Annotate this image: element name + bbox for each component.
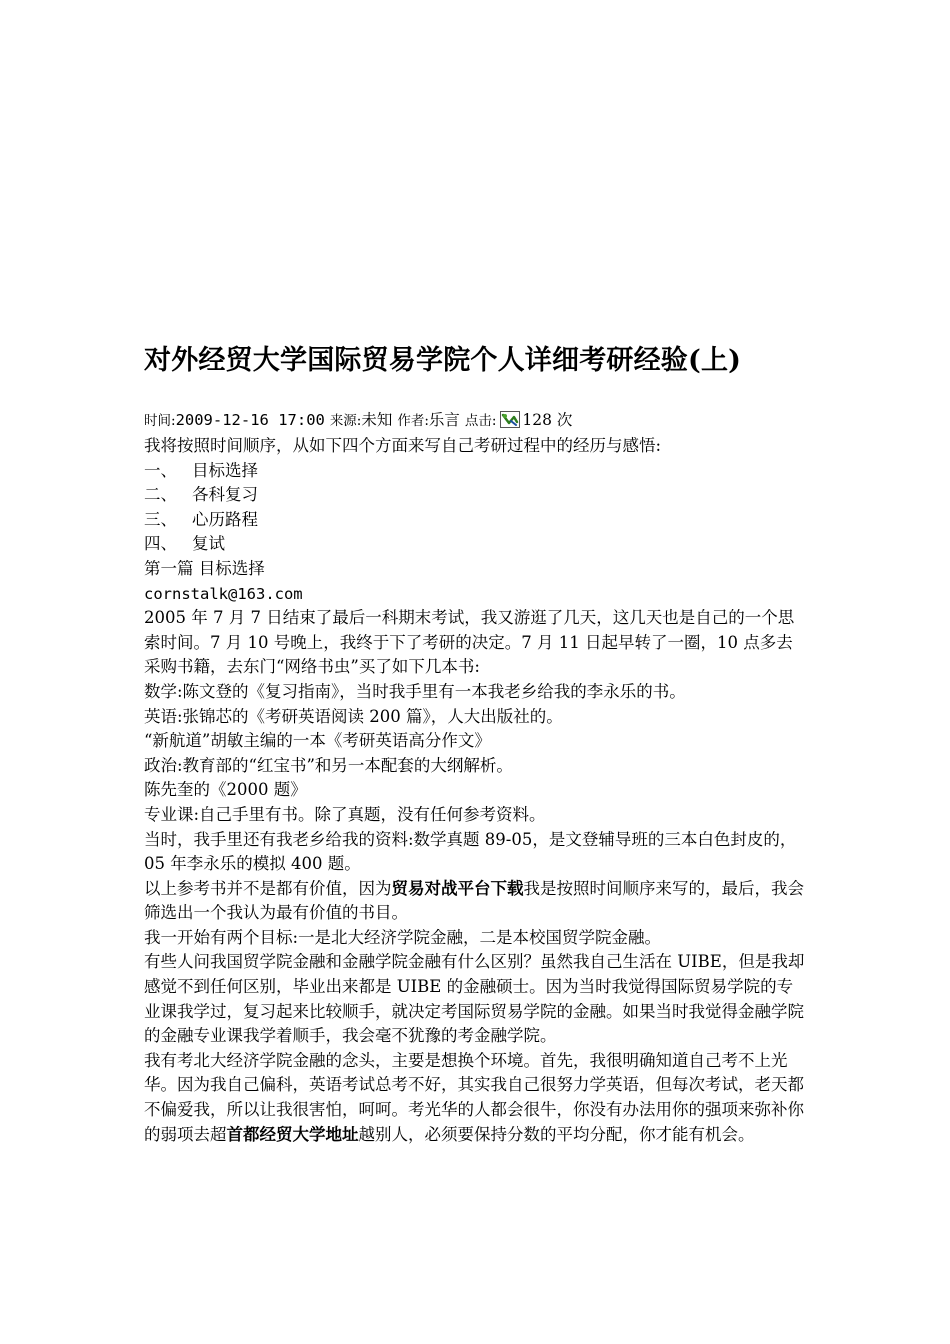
paragraph xyxy=(144,877,806,926)
paragraph: 有些人问我国贸学院金融和金融学院金融有什么区别？虽然我自己生活在 UIBE，但是我却感觉不到任何区别，毕业出来都是 UIBE 的金融硕士。因为当时我觉得国际贸易学院的专业课我学过，复习起来比较顺手，就决定考国际贸易学院的金融。如果当时我觉得金融学院的金融专业课我学着顺手，我会毫不犹豫的考金融学院。 xyxy=(144,952,805,1046)
outline-text: 复试 xyxy=(192,534,225,554)
paragraph: “新航道”胡敏主编的一本《考研英语高分作文》 xyxy=(144,731,491,751)
outline-text: 目标选择 xyxy=(192,460,258,480)
section-title: 第一篇 目标选择 xyxy=(144,558,265,578)
outline-marker: 四、 xyxy=(144,534,177,554)
paragraph-text: 我是按照时间顺序来写的，最后，我会筛选出一个我认为最有价值的书目。 xyxy=(144,878,804,923)
source-label: 来源: xyxy=(329,413,362,429)
university-address-link[interactable]: 首都经贸大学地址 xyxy=(226,1124,359,1144)
outline-item-2 xyxy=(144,483,806,508)
author-label: 作者: xyxy=(397,413,429,429)
paragraph: 2005 年 7 月 7 日结束了最后一科期末考试，我又游逛了几天，这几天也是自己的一个思索时间。7 月 10 号晚上，我终于下了考研的决定。7 月 11 日起早转了一圈，10 点多去采购书籍，去东门“网络书虫”买了如下几本书: xyxy=(144,608,795,677)
hits-icon xyxy=(500,411,520,428)
paragraph xyxy=(144,1049,806,1147)
outline-item-1 xyxy=(144,459,806,484)
paragraph: 我一开始有两个目标:一是北大经济学院金融，二是本校国贸学院金融。 xyxy=(144,927,662,947)
paragraph-text: 越别人，必须要保持分数的平均分配，你才能有机会。 xyxy=(358,1124,755,1144)
article-title: 对外经贸大学国际贸易学院个人详细考研经验(上) xyxy=(144,345,742,376)
time-label: 时间: xyxy=(144,413,176,429)
paragraph: 英语:张锦芯的《考研英语阅读 200 篇》，人大出版社的。 xyxy=(144,706,563,726)
paragraph: 陈先奎的《2000 题》 xyxy=(144,780,307,800)
source-value: 未知 xyxy=(361,411,393,429)
outline-marker: 一、 xyxy=(144,460,177,480)
paragraph: 当时，我手里还有我老乡给我的资料:数学真题 89-05，是文登辅导班的三本白色封皮的，05 年李永乐的模拟 400 题。 xyxy=(144,829,797,874)
clicks-label: 点击: xyxy=(464,413,497,429)
paragraph: 数学:陈文登的《复习指南》，当时我手里有一本我老乡给我的李永乐的书。 xyxy=(144,681,686,701)
outline-text: 心历路程 xyxy=(192,509,258,529)
intro-paragraph: 我将按照时间顺序，从如下四个方面来写自己考研过程中的经历与感悟: xyxy=(144,436,662,455)
author-value: 乐言 xyxy=(428,411,460,429)
paragraph-text: 我有考北大经济学院金融的念头，主要是想换个环境。首先，我很明确知道自己考不上光华。因为我自己偏科，英语考试总考不好，其实我自己很努力学英语，但每次考试，老天都不偏爱我，所以让我很害怕，呵呵。考光华的人都会很牛，你没有办法用你的强项来弥补你的弱项去超 xyxy=(144,1050,804,1144)
outline-item-3 xyxy=(144,508,806,533)
outline-item-4 xyxy=(144,532,806,557)
outline-marker: 三、 xyxy=(144,509,177,529)
paragraph: 专业课:自己手里有书。除了真题，没有任何参考资料。 xyxy=(144,804,546,824)
time-value: 2009-12-16 17:00 xyxy=(175,411,325,429)
article-body xyxy=(144,434,806,1147)
clicks-value: 128 次 xyxy=(522,411,573,429)
outline-text: 各科复习 xyxy=(192,485,258,505)
paragraph-text: 以上参考书并不是都有价值，因为 xyxy=(144,878,392,898)
author-email: cornstalk@163.com xyxy=(144,584,303,603)
article-meta xyxy=(144,409,572,432)
outline-marker: 二、 xyxy=(144,485,177,505)
paragraph: 政治:教育部的“红宝书”和另一本配套的大纲解析。 xyxy=(144,755,513,775)
trade-platform-link[interactable]: 贸易对战平台下载 xyxy=(391,878,524,898)
